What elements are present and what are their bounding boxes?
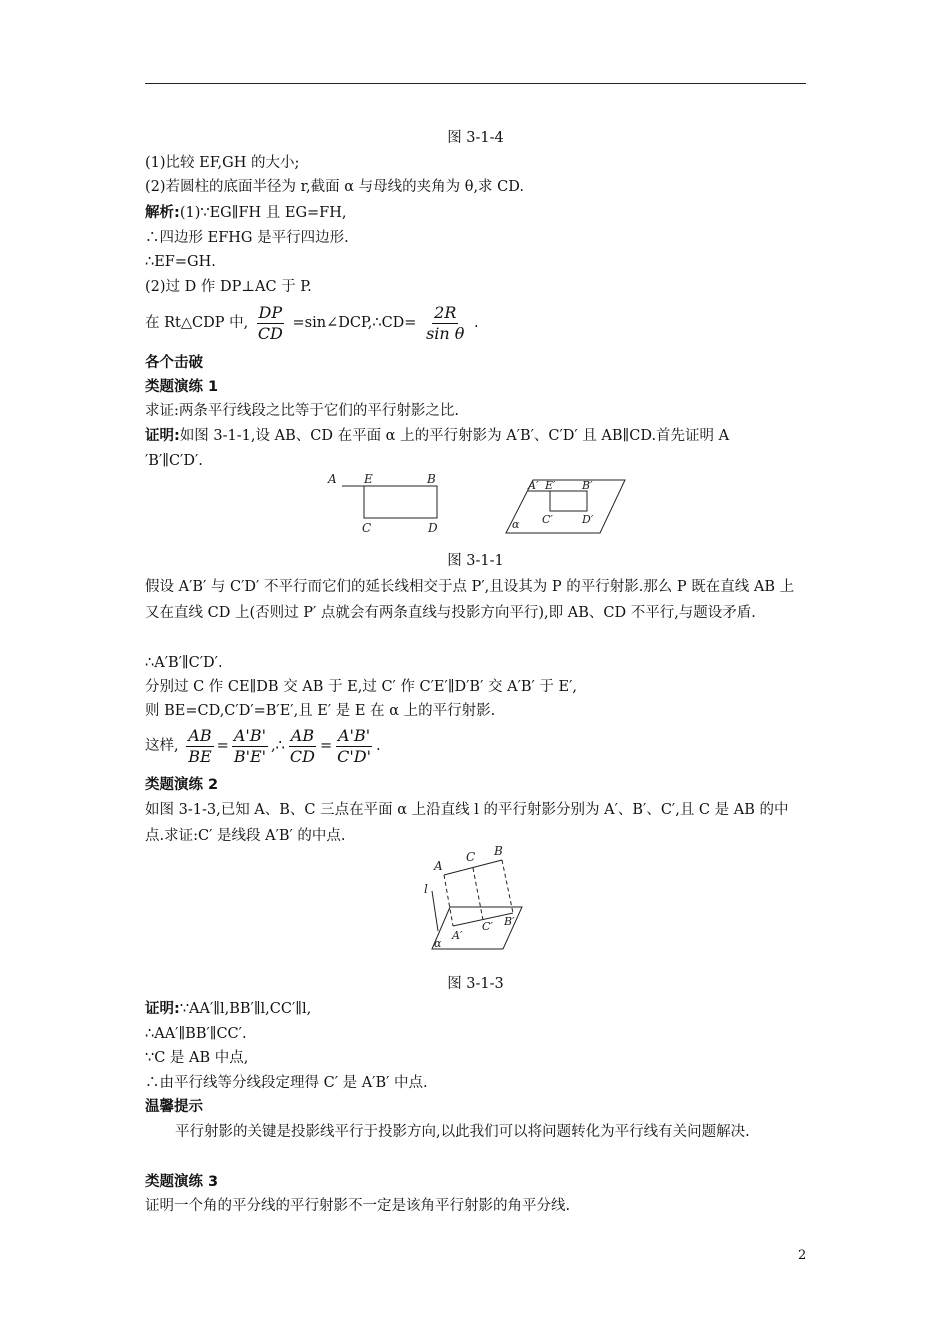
exercise-2-statement: 如图 3-1-3,已知 A、B、C 三点在平面 α 上沿直线 l 的平行射影分别为 A′、B′、C′,且 C 是 AB 的中点.求证:C′ 是线段 A′B′ 的中点. — [145, 802, 789, 844]
fraction-denominator: sin θ — [426, 323, 465, 343]
fraction-numerator: A'B' — [338, 725, 371, 745]
exercise-2-proof-3: ∵C 是 AB 中点, — [145, 1050, 249, 1066]
label-A: A — [328, 472, 337, 486]
fraction-2r-sin — [424, 303, 466, 344]
solution-step-4: (2)过 D 作 DP⊥AC 于 P. — [145, 279, 312, 295]
fraction-numerator: AB — [290, 725, 315, 745]
label-C-prime: C′ — [542, 513, 553, 526]
fraction-a1b1-b1e1 — [232, 726, 268, 767]
solution-step-1: (1)∵EG∥FH 且 EG=FH, — [179, 205, 347, 221]
question-1: (1)比较 EF,GH 的大小; — [145, 155, 300, 171]
solution-text: =sin∠DCP,∴CD= — [292, 315, 417, 331]
label-E: E — [364, 472, 373, 486]
figure-3-1-3 — [420, 843, 535, 955]
label-D-prime: D′ — [582, 513, 594, 526]
fraction-denominator: CD — [257, 323, 283, 343]
solution-text: 在 Rt△CDP 中, — [145, 315, 249, 331]
projection-cc1 — [473, 868, 483, 920]
exercise-2-proof-4: ∴由平行线等分线段定理得 C′ 是 A′B′ 中点. — [145, 1075, 428, 1091]
projection-bb1 — [502, 860, 513, 913]
proof-text: 如图 3-1-1,设 AB、CD 在平面 α 上的平行射影为 A′B′、C′D′ 且 AB∥CD.首先证明 A — [179, 428, 730, 444]
proof-text: ∵AA′∥l,BB′∥l,CC′∥l, — [179, 1001, 312, 1017]
fraction-denominator: BE — [188, 746, 212, 766]
exercise-1-line-2: 分别过 C 作 CE∥DB 交 AB 于 E,过 C′ 作 C′E′∥D′B′ 交 A′B′ 于 E′, — [145, 679, 578, 695]
fraction-ab-be — [186, 726, 213, 767]
fraction-a1b1-c1d1 — [335, 726, 373, 767]
equals-sign: = — [319, 738, 333, 754]
label-B-prime: B′ — [582, 479, 593, 492]
fraction-numerator: DP — [258, 302, 283, 322]
exercise-2-proof-1 — [145, 999, 311, 1019]
proof-text: 这样, — [145, 738, 179, 754]
label-B: B — [494, 844, 503, 858]
exercise-1-proof-cont: ′B′∥C′D′. — [145, 453, 203, 469]
proof-text: ,∴ — [271, 738, 285, 754]
solution-step-5 — [145, 301, 479, 345]
fraction-ab-cd — [288, 726, 317, 767]
proof-text: . — [376, 738, 381, 754]
label-alpha: α — [512, 518, 520, 531]
solution-text: . — [474, 315, 479, 331]
fraction-numerator: AB — [188, 725, 212, 745]
line-l — [432, 891, 438, 931]
exercise-1-statement: 求证:两条平行线段之比等于它们的平行射影之比. — [145, 403, 459, 419]
label-alpha: α — [434, 937, 442, 950]
solution-line — [145, 203, 347, 223]
figure-caption: 图 3-1-1 — [447, 553, 504, 569]
rect-ebdc — [364, 486, 437, 518]
figure-caption: 图 3-1-4 — [447, 130, 504, 146]
rect-projection — [550, 491, 587, 511]
exercise-3-statement: 证明一个角的平分线的平行射影不一定是该角平行射影的角平分线. — [145, 1198, 571, 1214]
exercise-1-paragraph: 假设 A′B′ 与 C′D′ 不平行而它们的延长线相交于点 P′,且设其为 P 的平行射影.那么 P 既在直线 AB 上又在直线 CD 上(否则过 P′ 点就会有两条直线与投影方向平行),即 AB、CD 不平行,与题设矛盾. — [145, 579, 795, 621]
label-A-prime: A′ — [528, 479, 539, 492]
section-heading: 各个击破 — [145, 355, 203, 371]
figure-caption: 图 3-1-3 — [447, 976, 504, 992]
equals-sign: = — [216, 738, 229, 754]
label-B: B — [427, 472, 436, 486]
tip-text: 平行射影的关键是投影线平行于投影方向,以此我们可以将问题转化为平行线有关问题解决. — [175, 1124, 750, 1140]
header-rule — [145, 83, 806, 84]
fraction-numerator: 2R — [434, 302, 457, 322]
fraction-denominator: CD — [289, 746, 315, 766]
exercise-1-title: 类题演练 1 — [145, 379, 219, 395]
page-number: 2 — [798, 1248, 807, 1263]
plane-alpha — [506, 480, 625, 533]
exercise-2-proof-2: ∴AA′∥BB′∥CC′. — [145, 1026, 247, 1042]
plane-alpha — [432, 907, 522, 949]
fraction-denominator: C'D' — [337, 746, 371, 766]
exercise-1-line-4 — [145, 724, 381, 768]
label-C-prime: C′ — [482, 920, 493, 933]
exercise-3-title: 类题演练 3 — [145, 1174, 219, 1190]
exercise-2-title: 类题演练 2 — [145, 777, 219, 793]
label-B-prime: B′ — [504, 915, 515, 928]
label-A-prime: A′ — [452, 929, 463, 942]
figure-3-1-1 — [320, 468, 630, 538]
solution-label: 解析: — [145, 205, 180, 221]
label-C: C — [466, 850, 476, 864]
fraction-denominator: B'E' — [233, 746, 267, 766]
solution-step-2: ∴四边形 EFHG 是平行四边形. — [145, 230, 349, 246]
question-2: (2)若圆柱的底面半径为 r,截面 α 与母线的夹角为 θ,求 CD. — [145, 179, 524, 195]
proof-label: 证明: — [145, 1001, 180, 1017]
exercise-1-proof-start — [145, 426, 729, 446]
label-C: C — [362, 521, 372, 535]
label-A: A — [434, 859, 443, 873]
exercise-1-line-1: ∴A′B′∥C′D′. — [145, 655, 223, 671]
solution-step-3: ∴EF=GH. — [145, 254, 216, 270]
label-D: D — [428, 521, 438, 535]
exercise-1-line-3: 则 BE=CD,C′D′=B′E′,且 E′ 是 E 在 α 上的平行射影. — [145, 703, 496, 719]
proof-label: 证明: — [145, 428, 180, 444]
fraction-dp-cd — [256, 303, 285, 344]
label-l: l — [424, 882, 428, 896]
fraction-numerator: A'B' — [233, 725, 266, 745]
label-E-prime: E′ — [545, 479, 556, 492]
tip-title: 温馨提示 — [145, 1099, 203, 1115]
